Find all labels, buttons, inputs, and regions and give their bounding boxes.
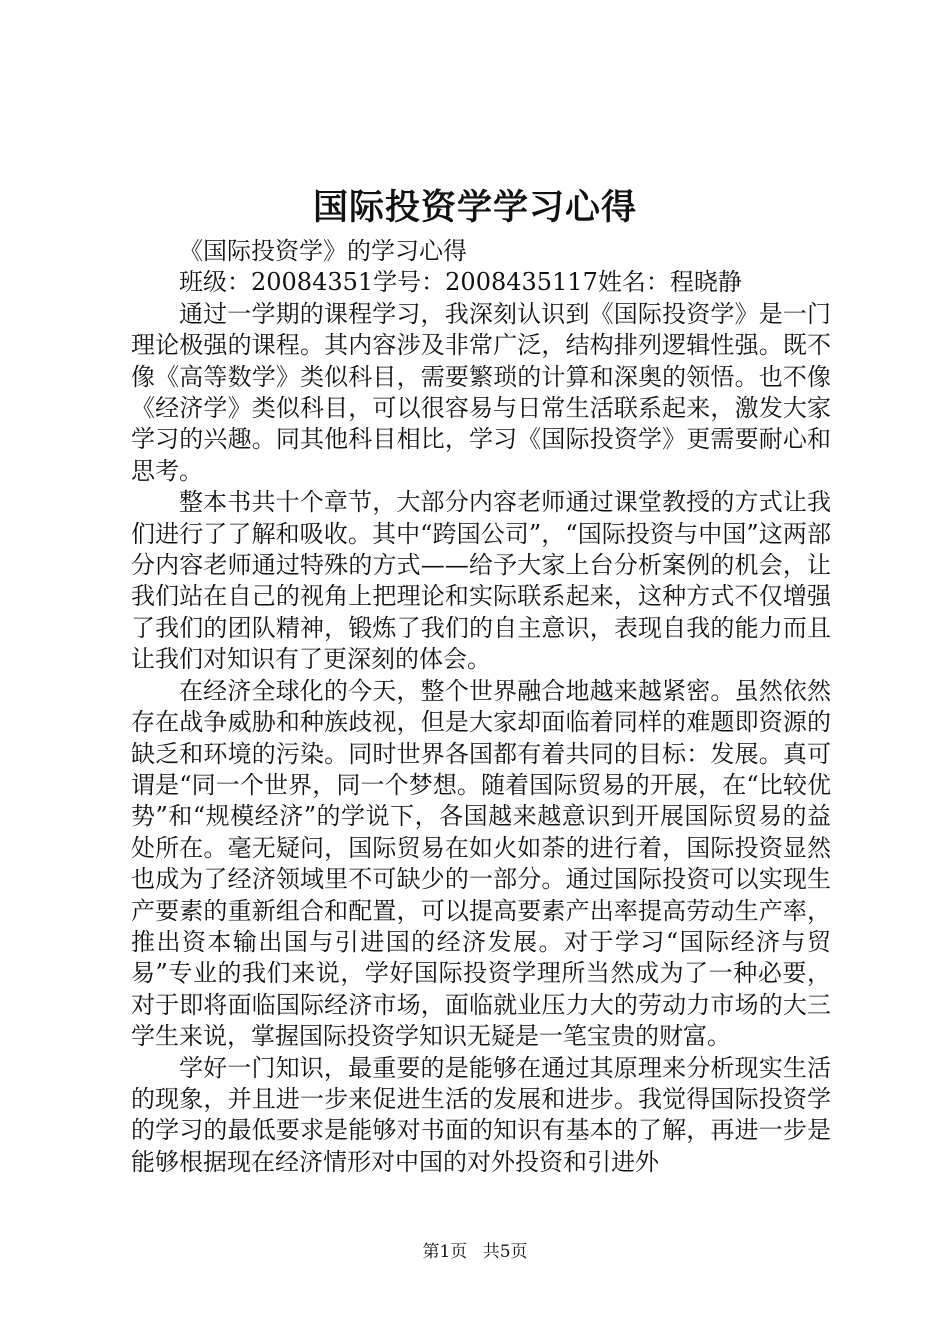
document-title: 国际投资学学习心得 (312, 187, 637, 228)
body-paragraph-1: 通过一学期的课程学习，我深刻认识到《国际投资学》是一门理论极强的课程。其内容涉及非常广泛，结构排列逻辑性强。既不像《高等数学》类似科目，需要繁琐的计算和深奥的领悟。也不像《经济学》类似科目，可以很容易与日常生活联系起来，激发大家学习的兴趣。同其他科目相比，学习《国际投资学》更需要耐心和思考。 (131, 299, 831, 485)
body-paragraph-2: 整本书共十个章节，大部分内容老师通过课堂教授的方式让我们进行了了解和吸收。其中“跨国公司”，“国际投资与中国”这两部分内容老师通过特殊的方式——给予大家上台分析案例的机会，让我们站在自己的视角上把理论和实际联系起来，这种方式不仅增强了我们的团队精神，锻炼了我们的自主意识，表现自我的能力而且让我们对知识有了更深刻的体会。 (131, 488, 831, 674)
document-body (131, 236, 831, 1178)
body-paragraph-4: 学好一门知识，最重要的是能够在通过其原理来分析现实生活的现象，并且进一步来促进生活的发展和进步。我觉得国际投资学的学习的最低要求是能够对书面的知识有基本的了解，再进一步是能够根据现在经济情形对中国的对外投资和引进外 (131, 1053, 831, 1176)
page-number: 第1页 (422, 1242, 468, 1262)
page-total: 共5页 (482, 1242, 528, 1262)
page-footer (0, 1240, 950, 1264)
document-subtitle: 《国际投资学》的学习心得 (179, 237, 467, 265)
body-paragraph-3: 在经济全球化的今天，整个世界融合地越来越紧密。虽然依然存在战争威胁和种族歧视，但是大家却面临着同样的难题即资源的缺乏和环境的污染。同时世界各国都有着共同的目标：发展。真可谓是“同一个世界，同一个梦想。随着国际贸易的开展，在“比较优势”和“规模经济”的学说下，各国越来越意识到开展国际贸易的益处所在。毫无疑问，国际贸易在如火如荼的进行着，国际投资显然也成为了经济领域里不可缺少的一部分。通过国际投资可以实现生产要素的重新组合和配置，可以提高要素产出率提高劳动生产率，推出资本输出国与引进国的经济发展。对于学习“国际经济与贸易”专业的我们来说，学好国际投资学理所当然成为了一种必要，对于即将面临国际经济市场，面临就业压力大的劳动力市场的大三学生来说，掌握国际投资学知识无疑是一笔宝贵的财富。 (131, 676, 831, 1051)
student-info-line: 班级：20084351学号：2008435117姓名：程晓静 (179, 268, 742, 297)
